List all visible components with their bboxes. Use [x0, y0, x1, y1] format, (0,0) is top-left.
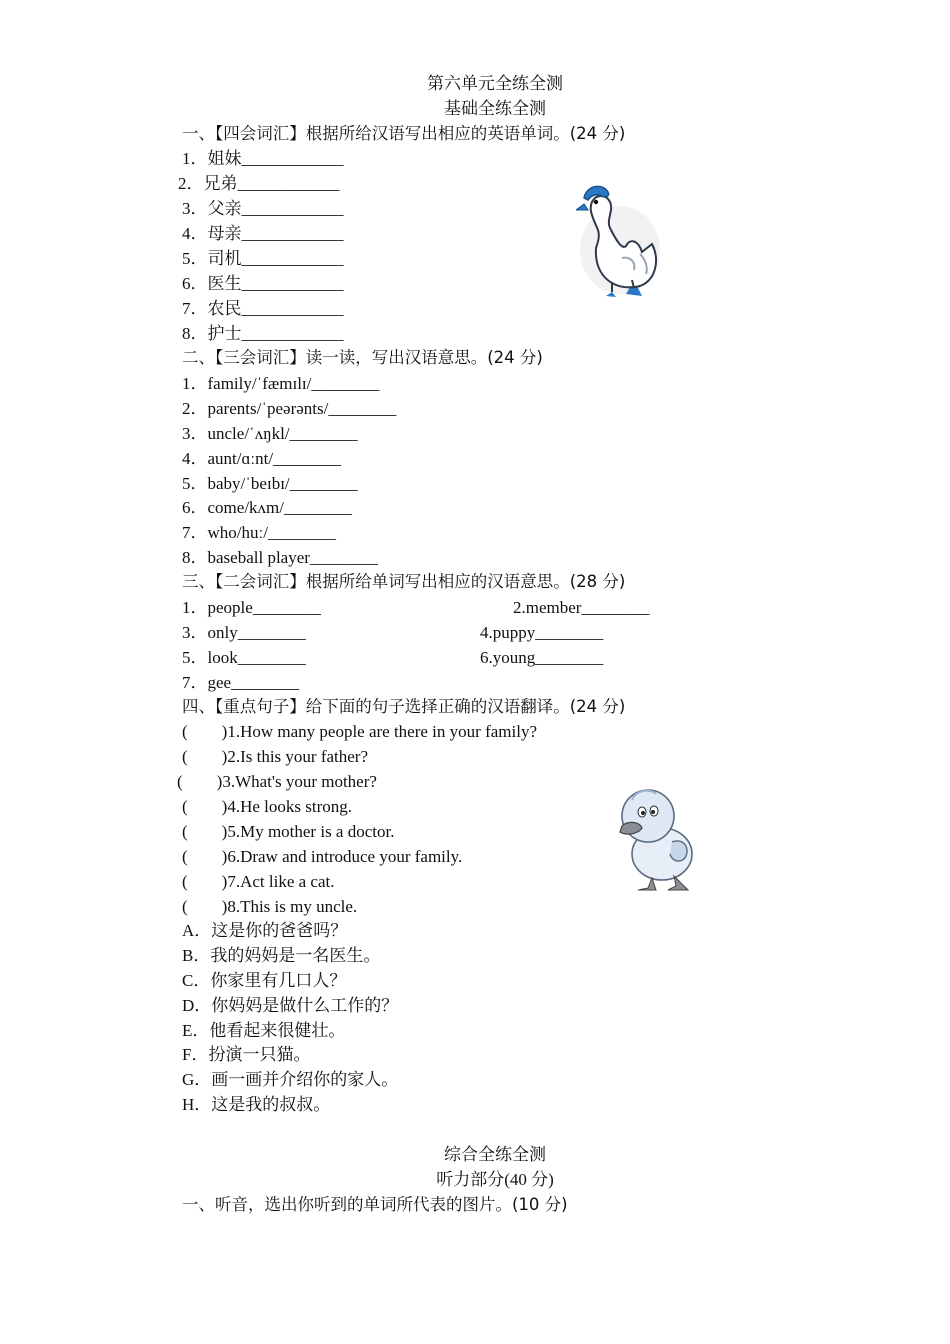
option-item: D．你妈妈是做什么工作的？ [182, 996, 399, 1015]
section2-item: 1．family/ˈfæmɪlɪ/________ [182, 374, 380, 393]
sentence-item: ( )8.This is my uncle. [182, 897, 358, 916]
section2-item: 4．aunt/ɑːnt/________ [182, 449, 342, 468]
comprehensive-title: 综合全练全测 [444, 1145, 546, 1164]
sentence-item: ( )6.Draw and introduce your family. [182, 847, 463, 866]
section1-item: 1．姐妹____________ [182, 149, 344, 168]
section1-item: 6．医生____________ [182, 274, 344, 293]
option-item: C．你家里有几口人？ [182, 971, 347, 990]
option-item: A．这是你的爸爸吗？ [182, 921, 348, 940]
goose-illustration [576, 180, 664, 300]
listening1-heading: 一、听音，选出你听到的单词所代表的图片。(10 分) [182, 1195, 568, 1214]
section1-item: 3．父亲____________ [182, 199, 344, 218]
unit-title: 第六单元全练全测 [427, 74, 563, 93]
section3-item: 5．look________ [182, 648, 306, 667]
section1-heading: 一、【四会词汇】根据所给汉语写出相应的英语单词。(24 分) [182, 124, 626, 143]
section2-item: 5．baby/ˈbeɪbɪ/________ [182, 474, 358, 493]
section3-item: 2.member________ [513, 598, 650, 617]
section2-heading: 二、【三会词汇】读一读，写出汉语意思。(24 分) [182, 348, 543, 367]
section1-item: 4．母亲____________ [182, 224, 344, 243]
section3-item: 6.young________ [480, 648, 604, 667]
section1-item: 2．兄弟____________ [178, 174, 340, 193]
option-item: H．这是我的叔叔。 [182, 1095, 331, 1114]
sentence-item: ( )1.How many people are there in your family? [182, 722, 537, 741]
duckling-illustration [616, 780, 696, 894]
option-item: G．画一画并介绍你的家人。 [182, 1070, 399, 1089]
sentence-item: ( )3.What's your mother? [177, 772, 377, 791]
section2-item: 6．come/kʌm/________ [182, 498, 352, 517]
section3-item: 4.puppy________ [480, 623, 604, 642]
section2-item: 8．baseball player________ [182, 548, 378, 567]
section1-item: 8．护士____________ [182, 324, 344, 343]
section1-item: 5．司机____________ [182, 249, 344, 268]
section2-item: 3．uncle/ˈʌŋkl/________ [182, 424, 358, 443]
sentence-item: ( )2.Is this your father? [182, 747, 369, 766]
option-item: E．他看起来很健壮。 [182, 1021, 346, 1040]
option-item: B．我的妈妈是一名医生。 [182, 946, 381, 965]
option-item: F．扮演一只猫。 [182, 1045, 311, 1064]
sentence-item: ( )4.He looks strong. [182, 797, 352, 816]
section4-heading: 四、【重点句子】给下面的句子选择正确的汉语翻译。(24 分) [182, 697, 626, 716]
section2-item: 7．who/huː/________ [182, 523, 336, 542]
section1-item: 7．农民____________ [182, 299, 344, 318]
section3-heading: 三、【二会词汇】根据所给单词写出相应的汉语意思。(28 分) [182, 572, 626, 591]
section3-item: 1．people________ [182, 598, 321, 617]
sentence-item: ( )5.My mother is a doctor. [182, 822, 395, 841]
sentence-item: ( )7.Act like a cat. [182, 872, 335, 891]
section2-item: 2．parents/ˈpeərənts/________ [182, 399, 397, 418]
basic-title: 基础全练全测 [444, 99, 546, 118]
section3-item: 3．only________ [182, 623, 306, 642]
section3-item: 7．gee________ [182, 673, 300, 692]
listening-title: 听力部分(40 分) [436, 1170, 554, 1189]
